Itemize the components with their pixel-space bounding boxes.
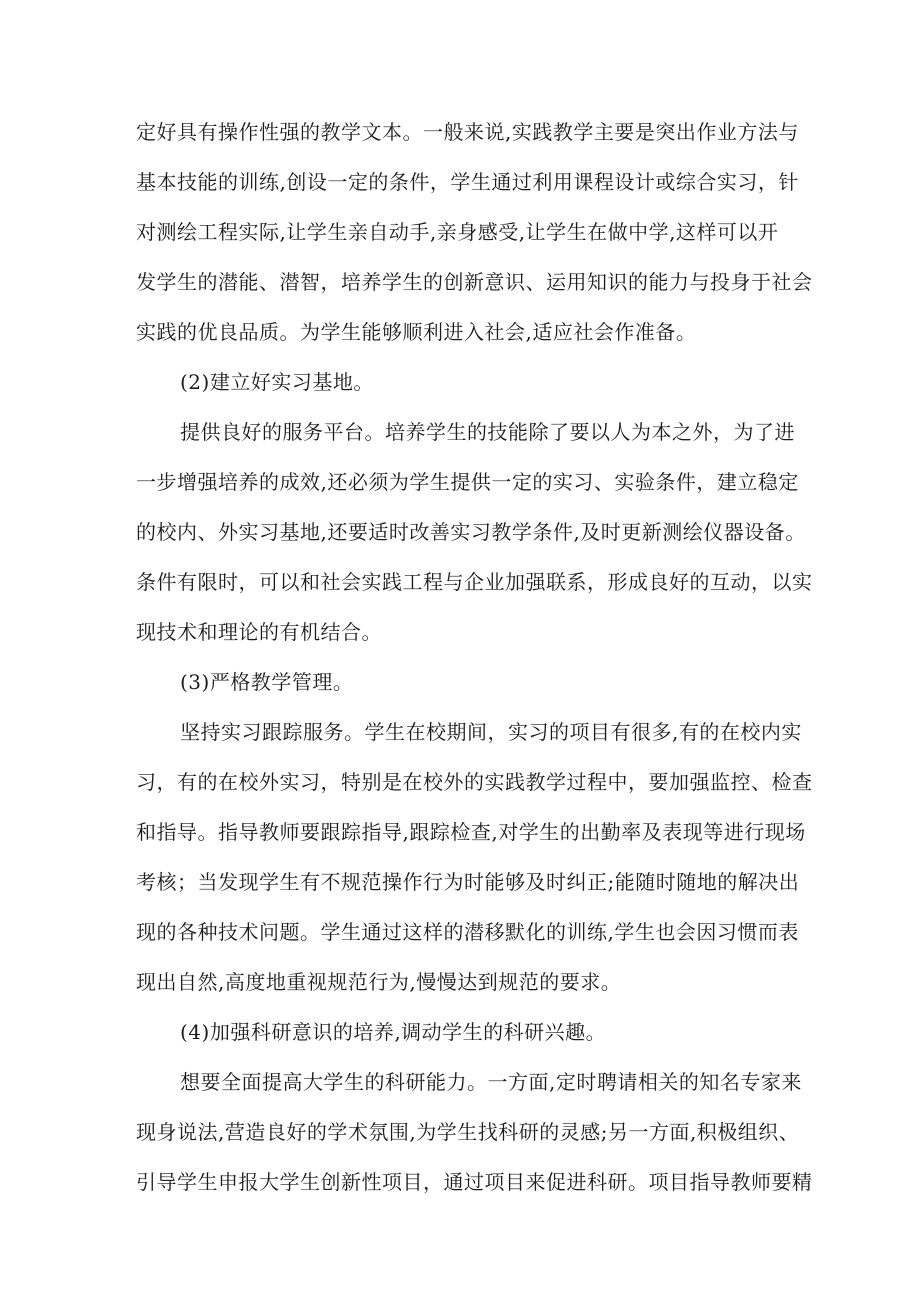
text-line: 对测绘工程实际,让学生亲自动手,亲身感受,让学生在做中学,这样可以开 [136, 220, 779, 244]
text-line: 定好具有操作性强的教学文本。一般来说,实践教学主要是突出作业方法与 [136, 120, 799, 144]
text-line: 条件有限时，可以和社会实践工程与企业加强联系，形成良好的互动，以实 [136, 570, 813, 594]
text-line: 现身说法,营造良好的学术氛围,为学生找科研的灵感;另一方面,积极组织、 [136, 1120, 800, 1144]
text-line: 基本技能的训练,创设一定的条件，学生通过利用课程设计或综合实习，针 [136, 170, 799, 194]
text-line: 实践的优良品质。为学生能够顺利进入社会,适应社会作准备。 [136, 320, 697, 344]
text-line: 提供良好的服务平台。培养学生的技能除了要以人为本之外，为了进 [180, 420, 795, 444]
section-heading: (2)建立好实习基地。 [180, 370, 374, 394]
text-line: 和指导。指导教师要跟踪指导,跟踪检查,对学生的出勤率及表现等进行现场 [136, 820, 806, 844]
section-heading: (4)加强科研意识的培养,调动学生的科研兴趣。 [180, 1020, 607, 1044]
text-line: 一步增强培养的成效,还必须为学生提供一定的实习、实验条件，建立稳定 [136, 470, 799, 494]
text-line: 现技术和理论的有机结合。 [136, 620, 382, 644]
text-line: 考核；当发现学生有不规范操作行为时能够及时纠正;能随时随地的解决出 [136, 870, 800, 894]
text-line: 的校内、外实习基地,还要适时改善实习教学条件,及时更新测绘仪器设备。 [136, 520, 806, 544]
section-heading: (3)严格教学管理。 [180, 670, 354, 694]
text-line: 想要全面提高大学生的科研能力。一方面,定时聘请相关的知名专家来 [180, 1070, 802, 1094]
text-line: 发学生的潜能、潜智，培养学生的创新意识、运用知识的能力与投身于社会 [136, 270, 813, 294]
text-line: 现出自然,高度地重视规范行为,慢慢达到规范的要求。 [136, 970, 622, 994]
text-line: 习，有的在校外实习，特别是在校外的实践教学过程中，要加强监控、检查 [136, 770, 813, 794]
text-line: 引导学生申报大学生创新性项目，通过项目来促进科研。项目指导教师要精 [136, 1170, 813, 1194]
text-line: 现的各种技术问题。学生通过这样的潜移默化的训练,学生也会因习惯而表 [136, 920, 799, 944]
text-line: 坚持实习跟踪服务。学生在校期间，实习的项目有很多,有的在校内实 [180, 720, 802, 744]
